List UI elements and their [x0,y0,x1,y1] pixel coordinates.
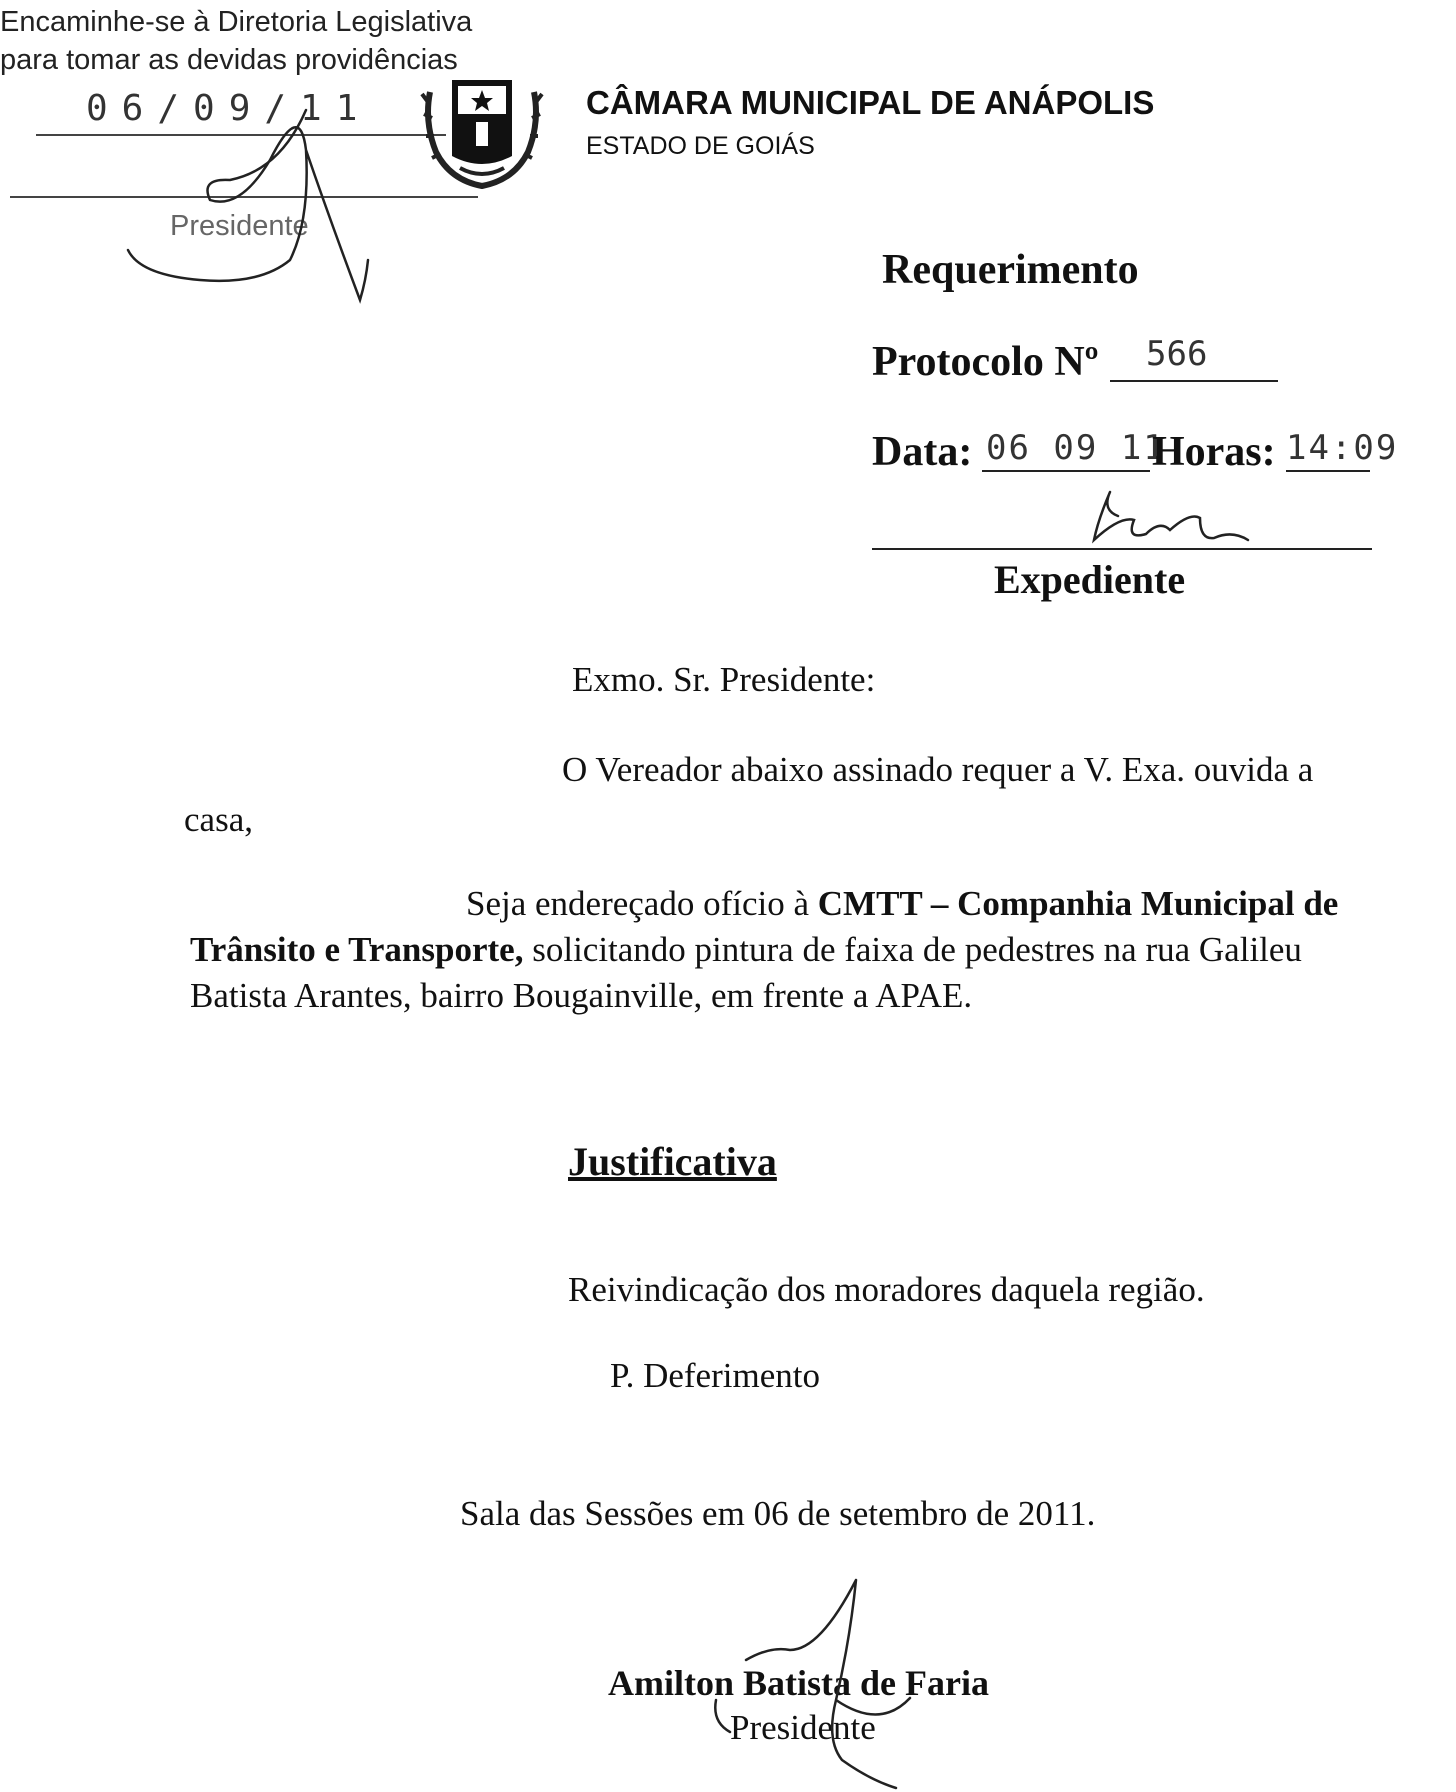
chamber-name: CÂMARA MUNICIPAL DE ANÁPOLIS [586,84,1155,121]
expediente-label: Expediente [994,557,1186,602]
justification-text: Reivindicação dos moradores daquela região. [568,1270,1205,1309]
place-and-date: Sala das Sessões em 06 de setembro de 2011. [460,1494,1096,1533]
time-rule [1286,470,1370,472]
request-start: Seja endereçado ofício à [466,884,810,923]
request-detail-1: solicitando pintura de faixa de pedestres na rua Galileu [532,930,1302,969]
date-label: Data: [872,429,973,475]
stamp-date: 06/09/11 [86,88,372,129]
expediente-signature-rule [872,548,1372,550]
request-organization-2: Trânsito e Transporte, [190,930,524,969]
stamp-date-rule [36,134,446,136]
request-organization-1: CMTT – Companhia Municipal de [817,884,1339,923]
expediente-signature [1094,492,1248,540]
stamp-line-2: para tomar as devidas providências [0,44,458,76]
closing: P. Deferimento [610,1356,820,1395]
time-label: Horas: [1152,429,1276,475]
date-value: 06 09 11 [986,428,1166,468]
justification-title: Justificativa [568,1139,777,1184]
protocol-number-label: Protocolo Nº [872,339,1099,385]
salutation: Exmo. Sr. Presidente: [572,660,876,699]
stamp-line-1: Encaminhe-se à Diretoria Legislativa [0,6,473,38]
intro-paragraph: O Vereador abaixo assinado requer a V. Exa. ouvida a [562,750,1314,789]
stamp-signature-rule [10,196,478,198]
chamber-state: ESTADO DE GOIÁS [586,132,815,160]
protocol-number-value: 566 [1146,334,1208,374]
date-rule [982,470,1150,472]
stamp-role: Presidente [170,210,309,242]
request-detail-2: Batista Arantes, bairro Bougainville, em frente a APAE. [190,976,973,1015]
request-line-1 [466,884,1338,924]
document-type: Requerimento [882,247,1139,293]
request-line-2 [190,930,1302,970]
protocol-number-rule [1110,380,1278,382]
stamp-signature [128,110,368,300]
signer-name: Amilton Batista de Faria [608,1663,989,1703]
coat-of-arms-icon [420,72,544,190]
intro-paragraph-continuation: casa, [184,800,253,839]
signer-role: Presidente [730,1708,876,1747]
time-value: 14:09 [1286,428,1399,468]
